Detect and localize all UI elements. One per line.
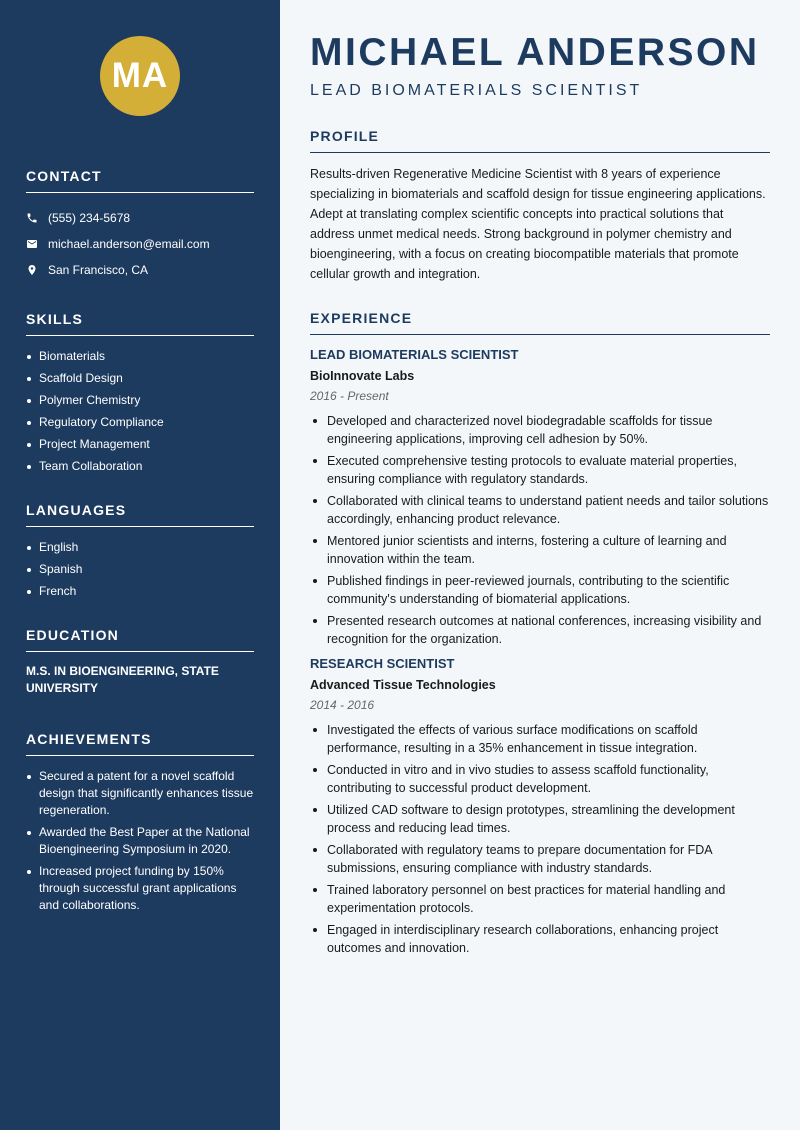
achievement-item: Increased project funding by 150% through successful grant applications and collaborations. [26,863,254,914]
job-bullet: Executed comprehensive testing protocols to evaluate material properties, ensuring compliance with regulatory standards. [310,452,770,488]
candidate-role: LEAD BIOMATERIALS SCIENTIST [310,82,643,99]
candidate-name: MICHAEL ANDERSON [310,31,760,74]
job-bullet: Utilized CAD software to design prototypes, streamlining the development process and reducing lead times. [310,801,770,837]
job-bullet: Collaborated with clinical teams to understand patient needs and tailor solutions accordingly, enhancing product relevance. [310,492,770,528]
achievement-item: Awarded the Best Paper at the National Bioengineering Symposium in 2020. [26,824,254,858]
job-bullet: Presented research outcomes at national conferences, increasing visibility and recognition for the organization. [310,612,770,648]
job-dates: 2016 - Present [310,389,389,403]
skill-item: Scaffold Design [26,370,254,387]
skills-section [26,311,254,475]
skills-list [26,348,254,475]
skill-item: Project Management [26,436,254,453]
contact-location [26,257,254,283]
location-pin-icon [26,264,48,276]
location-text: San Francisco, CA [48,263,149,277]
sidebar [0,0,280,1130]
achievements-section [26,731,254,914]
email-text: michael.anderson@email.com [48,237,210,251]
job-bullet: Published findings in peer-reviewed journals, contributing to the scientific community's understanding of biomaterial applications. [310,572,770,608]
education-degree: M.S. IN BIOENGINEERING, STATE UNIVERSITY [26,664,219,695]
skills-heading: SKILLS [26,311,254,336]
profile-section [310,128,770,284]
experience-heading: EXPERIENCE [310,310,770,335]
skill-item: Biomaterials [26,348,254,365]
job-bullet: Developed and characterized novel biodegradable scaffolds for tissue engineering applications, improving cell adhesion by 50%. [310,412,770,448]
job-title: RESEARCH SCIENTIST [310,656,455,671]
skill-item: Regulatory Compliance [26,414,254,431]
skill-item: Team Collaboration [26,458,254,475]
contact-phone [26,205,254,231]
language-item: French [26,583,254,600]
email-icon [26,238,48,250]
job-bullet: Investigated the effects of various surface modifications on scaffold performance, resulting in a 35% enhancement in tissue integration. [310,721,770,757]
education-section [26,627,254,697]
languages-list [26,539,254,600]
main-content [280,0,800,1130]
achievements-list [26,768,254,914]
company-name: Advanced Tissue Technologies [310,678,496,692]
job-bullet: Conducted in vitro and in vivo studies to assess scaffold functionality, contributing to successful product development. [310,761,770,797]
education-heading: EDUCATION [26,627,254,652]
contact-list [26,205,254,283]
job-bullet: Mentored junior scientists and interns, fostering a culture of learning and innovation within the team. [310,532,770,568]
contact-heading: CONTACT [26,168,254,193]
contact-section [26,168,254,283]
job-bullet: Collaborated with regulatory teams to prepare documentation for FDA submissions, ensuring compliance with industry standards. [310,841,770,877]
phone-icon [26,212,48,224]
phone-text: (555) 234-5678 [48,211,131,225]
achievements-heading: ACHIEVEMENTS [26,731,254,756]
achievement-item: Secured a patent for a novel scaffold design that significantly enhances tissue regeneration. [26,768,254,819]
profile-text: Results-driven Regenerative Medicine Scientist with 8 years of experience specializing in biomaterials and scaffold design for tissue engineering applications. Adept at translating complex scientific concepts into practical solutions that address unmet medical needs. Strong background in polymer chemistry and bioengineering, with a focus on creating biocompatible materials that promote cellular growth and integration. [310,167,766,281]
languages-heading: LANGUAGES [26,502,254,527]
job-bullet: Engaged in interdisciplinary research collaborations, enhancing project outcomes and innovation. [310,921,770,957]
profile-heading: PROFILE [310,128,770,153]
job-bullets [310,412,770,648]
contact-email [26,231,254,257]
language-item: Spanish [26,561,254,578]
job-entry [310,656,770,957]
job-entry [310,347,770,648]
job-dates: 2014 - 2016 [310,698,375,712]
job-bullets [310,721,770,957]
company-name: BioInnovate Labs [310,369,415,383]
language-item: English [26,539,254,556]
job-bullet: Trained laboratory personnel on best practices for material handling and experimentation protocols. [310,881,770,917]
job-title: LEAD BIOMATERIALS SCIENTIST [310,347,519,362]
skill-item: Polymer Chemistry [26,392,254,409]
avatar: MA [100,36,180,116]
experience-section [310,310,770,957]
languages-section [26,502,254,600]
